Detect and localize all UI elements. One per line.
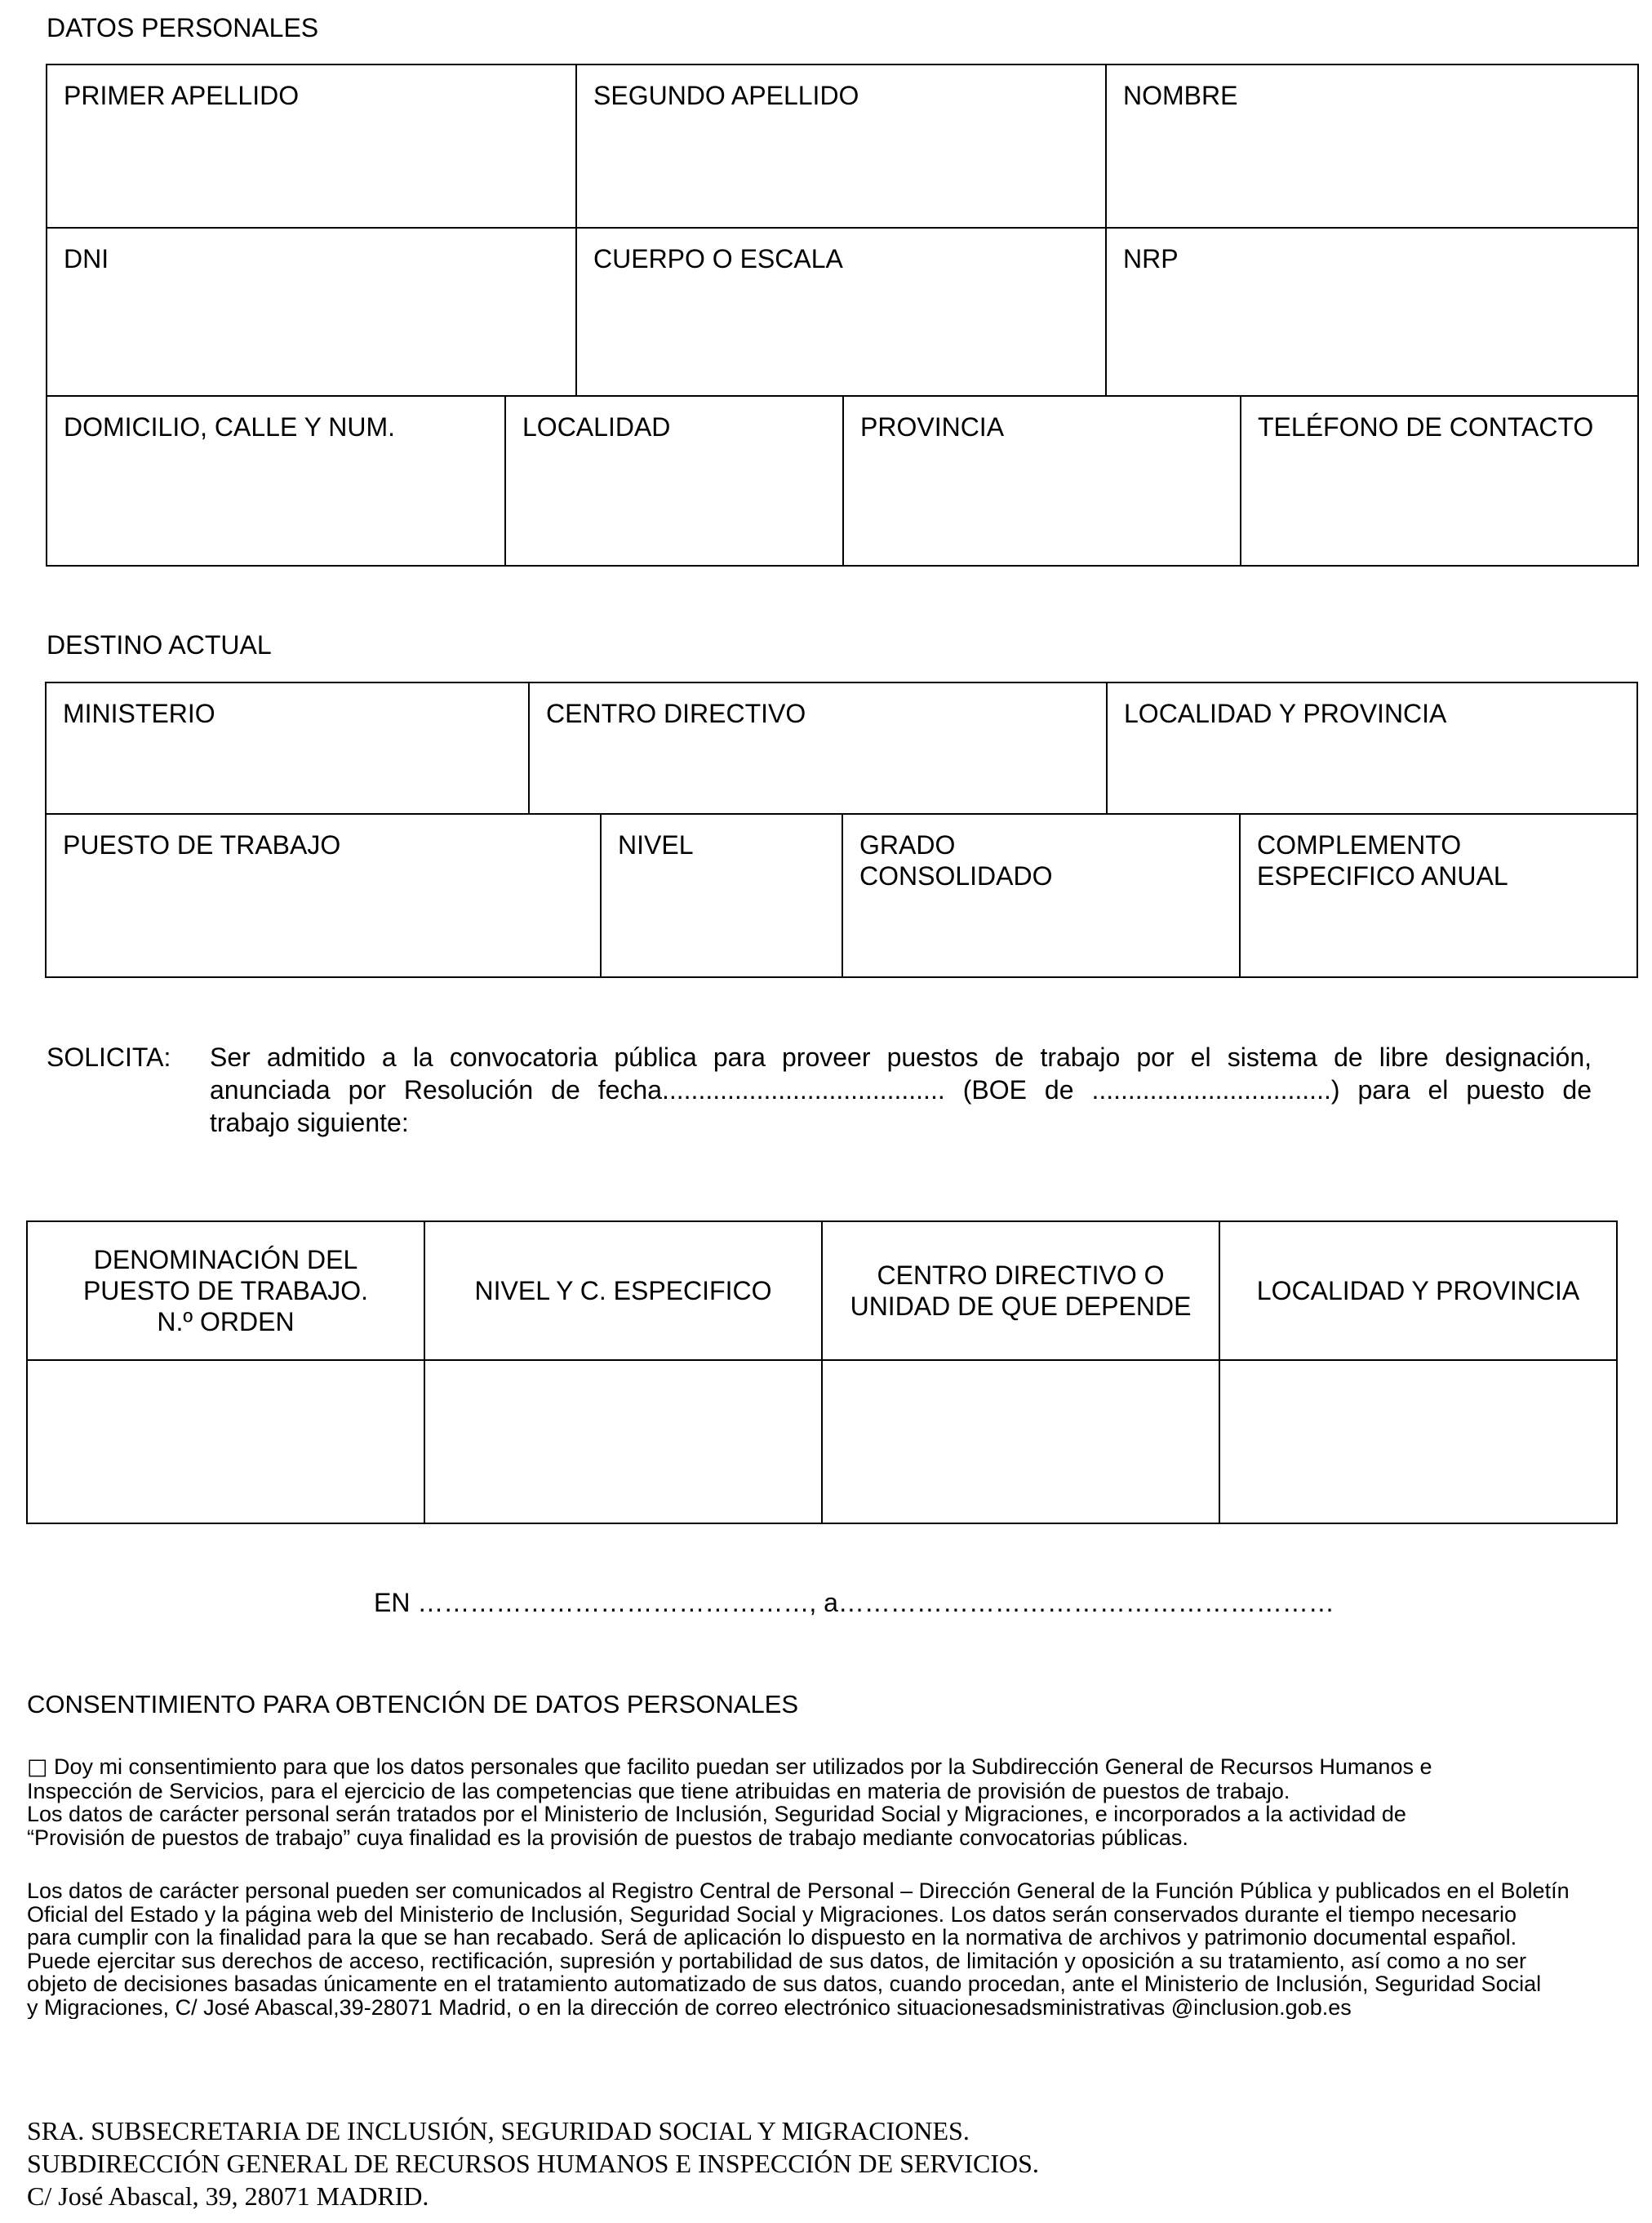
section-title-datos-personales: DATOS PERSONALES [47, 13, 319, 42]
header-line: PUESTO DE TRABAJO. [82, 1276, 369, 1305]
consent-line: Los datos de carácter personal pueden ser comunicados al Registro Central de Personal – Dirección General de la Función Pública y publicados en el Boletín [27, 1879, 1570, 1903]
solicita-label: SOLICITA: [47, 1043, 171, 1072]
consent-line: objeto de decisiones basadas únicamente en el tratamiento automatizado de sus datos, cuando procedan, ante el Ministerio de Inclusión, Seguridad Social [27, 1972, 1542, 1996]
field-label: NRP [1123, 244, 1179, 273]
field-label: PROVINCIA [860, 412, 1005, 442]
table-cell-localidad[interactable] [1219, 1359, 1618, 1524]
consent-line: Inspección de Servicios, para el ejercicio de las competencias que tiene atribuidas en materia de provisión de puestos de trabajo. [27, 1778, 1290, 1803]
field-label: MINISTERIO [63, 699, 215, 728]
consent-line: y Migraciones, C/ José Abascal,39-28071 Madrid, o en la dirección de correo electrónico situacionesadsministrativas @inclusion.gob.es [27, 1994, 1352, 2019]
field-dni[interactable] [46, 227, 577, 397]
table-cell-denominacion[interactable] [26, 1359, 425, 1524]
field-label: LOCALIDAD [522, 412, 671, 442]
field-segundo-apellido[interactable] [575, 64, 1107, 229]
field-localidad-provincia[interactable] [1106, 682, 1638, 815]
header-line: NIVEL Y C. ESPECIFICO [474, 1276, 772, 1305]
table-header-centro [821, 1220, 1220, 1361]
field-grado-consolidado[interactable] [842, 813, 1241, 978]
field-nrp[interactable] [1105, 227, 1639, 397]
field-label: PRIMER APELLIDO [64, 81, 300, 110]
field-nivel[interactable] [600, 813, 843, 978]
field-cuerpo-escala[interactable] [575, 227, 1107, 397]
field-label: GRADO [859, 830, 956, 860]
solicita-line: Ser admitido a la convocatoria pública para proveer puestos de trabajo por el sistema de libre designación, [210, 1043, 1592, 1072]
solicita-line: anunciada por Resolución de fecha....................................... (BOE de .................................) para el puesto de [210, 1075, 1592, 1105]
solicita-text [210, 1041, 1592, 1139]
table-header-nivel [424, 1220, 823, 1361]
field-complemento-especifico[interactable] [1239, 813, 1638, 978]
field-label: CONSOLIDADO [859, 861, 1053, 891]
field-domicilio[interactable] [46, 395, 506, 567]
field-label: DOMICILIO, CALLE Y NUM. [64, 412, 396, 442]
destinatario-line: SRA. SUBSECRETARIA DE INCLUSIÓN, SEGURIDAD SOCIAL Y MIGRACIONES. [27, 2116, 970, 2145]
header-line: N.º ORDEN [157, 1307, 295, 1336]
header-line: CENTRO DIRECTIVO O [877, 1260, 1165, 1290]
consent-line: Los datos de carácter personal serán tratados por el Ministerio de Inclusión, Seguridad Social y Migraciones, e incorporados a la actividad de [27, 1802, 1406, 1826]
consent-line: “Provisión de puestos de trabajo” cuya finalidad es la provisión de puestos de trabajo mediante convocatorias públicas. [27, 1825, 1188, 1849]
checkbox-icon[interactable]: □ [27, 1755, 48, 1780]
field-label: LOCALIDAD Y PROVINCIA [1124, 699, 1447, 728]
consent-line: para cumplir con la finalidad para la que se han recabado. Será de aplicación lo dispuesto en la normativa de archivos y patrimonio documental español. [27, 1925, 1517, 1950]
field-provincia[interactable] [842, 395, 1241, 567]
consent-text: Doy mi consentimiento para que los datos personales que facilito puedan ser utilizados por la Subdirección General de Recursos Humanos e [54, 1755, 1432, 1779]
consent-line [27, 1755, 1652, 1780]
field-label: ESPECIFICO ANUAL [1257, 861, 1508, 891]
consentimiento-paragraph-2 [27, 1879, 1652, 2019]
section-title-destino-actual: DESTINO ACTUAL [47, 630, 272, 660]
table-cell-centro[interactable] [821, 1359, 1220, 1524]
field-label: DNI [64, 244, 109, 273]
field-localidad[interactable] [504, 395, 844, 567]
destinatario-line: SUBDIRECCIÓN GENERAL DE RECURSOS HUMANOS E INSPECCIÓN DE SERVICIOS. [27, 2149, 1039, 2178]
field-label: SEGUNDO APELLIDO [593, 81, 859, 110]
consentimiento-paragraph-1 [27, 1755, 1652, 1849]
field-centro-directivo[interactable] [528, 682, 1108, 815]
destinatario-line: C/ José Abascal, 39, 28071 MADRID. [27, 2181, 429, 2211]
fecha-lugar-line[interactable]: EN ………………………………………, a………………………………………………… [374, 1588, 1334, 1617]
field-telefono[interactable] [1240, 395, 1639, 567]
consent-line: Puede ejercitar sus derechos de acceso, rectificación, supresión y portabilidad de sus datos, de limitación y oposición a su tratamiento, así como a no ser [27, 1948, 1526, 1973]
table-cell-nivel[interactable] [424, 1359, 823, 1524]
header-line: UNIDAD DE QUE DEPENDE [850, 1292, 1192, 1321]
field-label: NIVEL [618, 830, 694, 860]
header-line: LOCALIDAD Y PROVINCIA [1256, 1276, 1580, 1305]
field-label: PUESTO DE TRABAJO [63, 830, 341, 860]
table-header-denominacion [26, 1220, 425, 1361]
consentimiento-title: CONSENTIMIENTO PARA OBTENCIÓN DE DATOS PERSONALES [27, 1690, 799, 1718]
field-label: COMPLEMENTO [1257, 830, 1462, 860]
field-label: CENTRO DIRECTIVO [546, 699, 806, 728]
field-label: TELÉFONO DE CONTACTO [1258, 412, 1594, 442]
header-line: DENOMINACIÓN DEL [93, 1245, 358, 1274]
field-label: CUERPO O ESCALA [593, 244, 843, 273]
destinatario-block [27, 2114, 1039, 2212]
field-primer-apellido[interactable] [46, 64, 577, 229]
consent-line: Oficial del Estado y la página web del Ministerio de Inclusión, Seguridad Social y Migraciones. Los datos serán conservados durante el tiempo necesario [27, 1901, 1517, 1927]
field-puesto-trabajo[interactable] [45, 813, 602, 978]
table-header-localidad [1219, 1220, 1618, 1361]
field-ministerio[interactable] [45, 682, 530, 815]
solicita-line: trabajo siguiente: [210, 1108, 409, 1137]
field-label: NOMBRE [1123, 81, 1238, 110]
field-nombre[interactable] [1105, 64, 1639, 229]
